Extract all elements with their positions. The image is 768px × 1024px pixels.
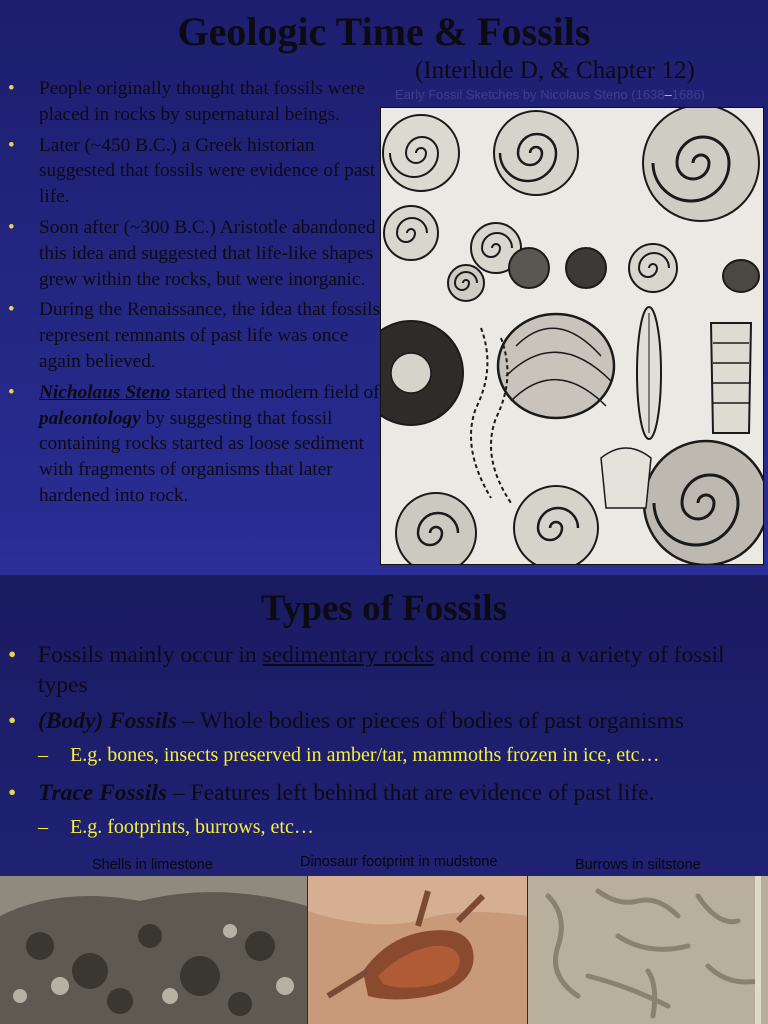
bullet-icon: • (8, 78, 15, 99)
ammonite-shell (644, 441, 763, 564)
image-caption (395, 87, 705, 102)
slide-title: Types of Fossils (260, 588, 507, 629)
bullet-icon: • (8, 216, 15, 238)
list-item (8, 706, 763, 736)
crinoid-fossil (711, 323, 751, 433)
bullet-icon: • (8, 134, 15, 156)
bullet-text: During the Renaissance, the idea that fossils represent remnants of past life was once again believed. (39, 299, 381, 372)
photo-caption: Burrows in siltstone (575, 857, 701, 873)
list-item (8, 76, 383, 128)
belemnite-fossil (637, 307, 661, 439)
photo-caption: Shells in limestone (92, 857, 213, 873)
ammonite-shell (514, 486, 598, 564)
shell-outline (601, 448, 651, 508)
ammonite-shell (498, 314, 614, 418)
slide-title: Geologic Time & Fossils (177, 9, 591, 54)
bullet-icon: • (8, 708, 17, 734)
ammonite-shell (643, 108, 759, 221)
bullet-text: People originally thought that fossils were placed in rocks by supernatural beings. (39, 78, 366, 125)
list-item (8, 215, 383, 292)
ammonite-illustration (381, 108, 763, 564)
bullet-text: – Features left behind that are evidence of past life. (167, 780, 655, 806)
photo-caption: Dinosaur footprint in mudstone (300, 854, 498, 870)
bullet-text: and come in a variety of fossil types (38, 642, 725, 698)
paleontology-term: paleontology (39, 407, 141, 429)
ammonite-shell (448, 265, 484, 301)
list-item (8, 778, 763, 808)
ammonite-shell (629, 244, 677, 292)
bullet-text: Fossils mainly occur in (38, 642, 263, 668)
bullet-text: by suggesting that fossil containing rocks started as loose sediment with fragments of organisms that later hardened into rock. (39, 407, 365, 506)
bullet-icon: • (8, 780, 17, 806)
bullet-text: Later (~450 B.C.) a Greek historian suggested that fossils were evidence of past life. (39, 134, 376, 208)
dash-icon: – (38, 816, 48, 838)
bullet-text: – Whole bodies or pieces of bodies of past organisms (177, 708, 684, 734)
slide-subtitle: (Interlude D, & Chapter 12) (415, 57, 695, 84)
sedimentary-rocks-link: sedimentary rocks (262, 642, 435, 668)
steno-name: Nicholaus Steno (39, 381, 171, 403)
ammonite-shell (396, 493, 476, 564)
dash-icon: – (38, 744, 48, 766)
list-item (8, 297, 383, 374)
fossil-sketches-image (380, 107, 764, 565)
caption-part-b: 1686) (671, 87, 705, 102)
ammonite-shell (383, 115, 459, 191)
list-subitem (8, 742, 763, 768)
bullet-icon: • (8, 642, 17, 668)
limestone-shells-photo (0, 876, 307, 1024)
ammonite-shell (494, 111, 578, 195)
subbullet-text: E.g. footprints, burrows, etc… (70, 816, 314, 838)
list-subitem (8, 814, 763, 840)
trace-fossils-term: Trace Fossils (38, 780, 168, 806)
siltstone-burrows-photo (528, 876, 768, 1024)
list-item (8, 640, 763, 700)
list-item (8, 380, 383, 509)
bullet-list (8, 76, 383, 514)
ammonite-shell (509, 248, 549, 288)
caption-dash: – (664, 87, 672, 102)
ammonite-shell (566, 248, 606, 288)
bullet-icon: • (8, 299, 15, 321)
ammonite-shell (723, 260, 759, 292)
list-item (8, 133, 383, 210)
subbullet-text: E.g. bones, insects preserved in amber/tar, mammoths frozen in ice, etc… (70, 744, 660, 766)
slide-types-of-fossils (0, 575, 768, 1024)
bullet-list (8, 640, 763, 850)
ammonite-shell (384, 206, 438, 260)
bullet-text: Soon after (~300 B.C.) Aristotle abandoned this idea and suggested that life-like shapes grew within the rocks, but were inorganic. (39, 216, 376, 290)
caption-part-a: Early Fossil Sketches by Nicolaus Steno (1638 (395, 87, 665, 102)
bullet-text: started the modern field of (170, 381, 380, 403)
body-fossils-term: (Body) Fossils (38, 708, 178, 734)
dinosaur-footprint-photo (308, 876, 527, 1024)
bullet-icon: • (8, 381, 15, 403)
